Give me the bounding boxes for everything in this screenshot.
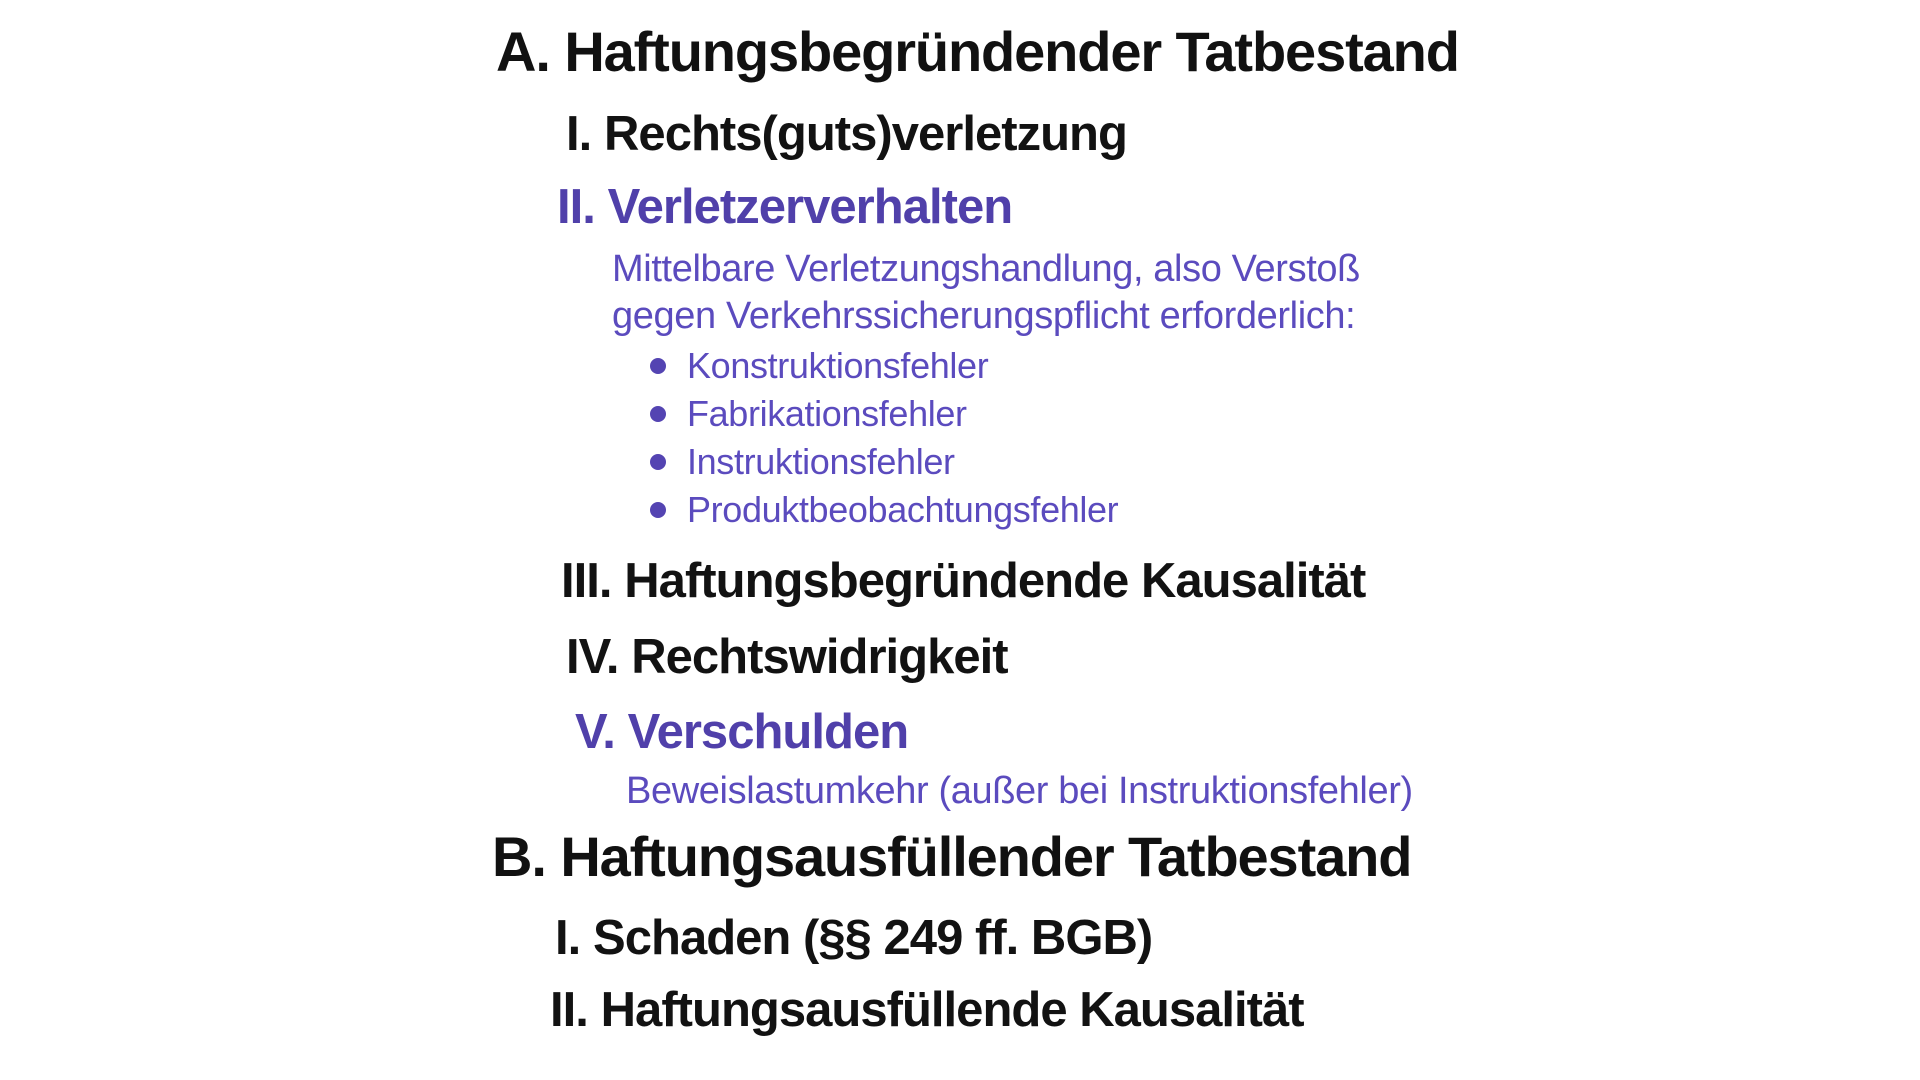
bullet-item-label: Instruktionsfehler <box>687 441 955 482</box>
bullet-marker <box>650 358 666 374</box>
bullet-item-label: Produktbeobachtungsfehler <box>687 489 1119 530</box>
outline-item-b-ii-label: Haftungsausfüllende Kausalität <box>600 983 1304 1037</box>
outline-item-a-i-numeral: I. <box>566 107 592 161</box>
bullet-marker <box>650 502 666 518</box>
fehler-bullet-list <box>650 342 1118 534</box>
bullet-item-produktbeobachtungsfehler <box>650 486 1118 534</box>
bullet-item-fabrikationsfehler <box>650 390 1118 438</box>
outline-item-a-label: Haftungsbegründender Tatbestand <box>564 20 1459 83</box>
outline-item-a-iii-numeral: III. <box>561 554 612 608</box>
outline-item-b-label: Haftungsausfüllender Tatbestand <box>560 825 1412 888</box>
outline-item-a-ii <box>557 180 1013 234</box>
outline-item-b-ii <box>550 983 1304 1037</box>
outline-item-a-iii-label: Haftungsbegründende Kausalität <box>624 554 1366 608</box>
bullet-marker <box>650 454 666 470</box>
outline-item-a-v-label: Verschulden <box>627 705 909 759</box>
outline-item-a-v <box>575 705 909 759</box>
outline-item-b <box>492 825 1412 888</box>
verletzerverhalten-note-line-1: Mittelbare Verletzungshandlung, also Verstoß <box>612 248 1360 290</box>
outline-item-a-i-label: Rechts(guts)verletzung <box>604 107 1127 161</box>
outline-item-b-i-label: Schaden (§§ 249 ff. BGB) <box>593 911 1153 965</box>
bullet-item-instruktionsfehler <box>650 438 1118 486</box>
verletzerverhalten-note <box>612 246 1360 340</box>
bullet-item-konstruktionsfehler <box>650 342 1118 390</box>
outline-item-a-iv <box>566 630 1008 684</box>
outline-item-b-i <box>555 911 1153 965</box>
outline-item-a-iii <box>561 554 1366 608</box>
outline-item-a-i <box>566 107 1127 161</box>
outline-item-a-ii-label: Verletzerverhalten <box>607 180 1013 234</box>
bullet-marker <box>650 406 666 422</box>
outline-item-a-iv-label: Rechtswidrigkeit <box>631 630 1008 684</box>
verschulden-note-text: Beweislastumkehr (außer bei Instruktionsfehler) <box>626 770 1413 812</box>
outline-item-a <box>496 20 1459 83</box>
outline-item-a-numeral: A. <box>496 20 550 83</box>
bullet-item-label: Konstruktionsfehler <box>687 345 989 386</box>
verschulden-note <box>626 772 1413 810</box>
outline-item-a-ii-numeral: II. <box>557 180 595 234</box>
verletzerverhalten-note-line-2: gegen Verkehrssicherungspflicht erforderlich: <box>612 295 1356 337</box>
outline-item-a-iv-numeral: IV. <box>566 630 619 684</box>
bullet-item-label: Fabrikationsfehler <box>687 393 967 434</box>
outline-item-b-numeral: B. <box>492 825 546 888</box>
outline-item-b-i-numeral: I. <box>555 911 581 965</box>
outline-item-a-v-numeral: V. <box>575 705 615 759</box>
outline-item-b-ii-numeral: II. <box>550 983 588 1037</box>
